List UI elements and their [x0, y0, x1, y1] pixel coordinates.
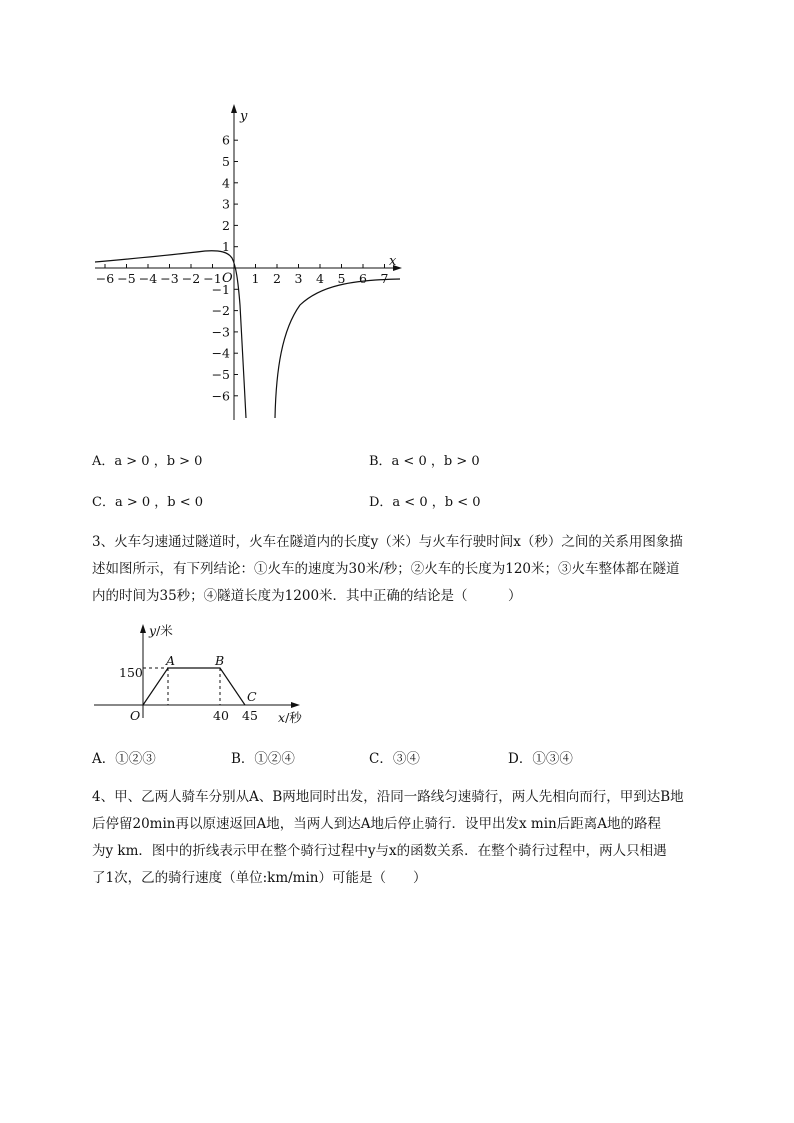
x-tick-label: −4 — [138, 271, 158, 286]
g2-tick-40: 40 — [213, 708, 229, 723]
y-tick-label: 1 — [222, 239, 230, 255]
curve-right-branch — [275, 279, 400, 418]
q3-line-3: 内的时间为35秒；④隧道长度为1200米．其中正确的结论是（ ） — [92, 588, 522, 604]
train-tunnel-graph — [90, 618, 350, 730]
q2-option-c[interactable]: C．a > 0 ，b < 0 — [92, 495, 204, 510]
q4-line-1: 4、甲、乙两人骑车分别从A、B两地同时出发，沿同一路线匀速骑行，两人先相向而行，甲到达B地 — [92, 789, 684, 805]
x-tick-label: −2 — [181, 271, 201, 286]
q3-option-d[interactable]: D．①③④ — [508, 751, 573, 767]
x-tick-label: 4 — [316, 271, 324, 286]
y-tick-label: 4 — [222, 175, 230, 191]
q3-option-a[interactable]: A．①②③ — [92, 751, 156, 767]
y-tick-label: 6 — [222, 132, 230, 148]
q4-line-2: 后停留20min再以原速返回A地，当两人到达A地后停止骑行．设甲出发x min后距离A地的路程 — [92, 816, 661, 832]
question-3 — [92, 529, 782, 610]
g2-y-label: y/米 — [149, 623, 173, 638]
origin-label: O — [222, 271, 233, 286]
q3-line-2: 述如图所示，有下列结论：①火车的速度为30米/秒；②火车的长度为120米；③火车整体都在隧道 — [92, 561, 680, 577]
x-tick-label: 1 — [251, 271, 260, 286]
y-tick-label: −6 — [211, 388, 230, 404]
y-tick-label: −5 — [211, 367, 230, 382]
g2-point-a: A — [166, 653, 176, 668]
x-tick-label: 5 — [337, 271, 346, 286]
x-tick-label: −1 — [203, 271, 222, 286]
q2-option-a[interactable]: A．a > 0 ，b > 0 — [92, 454, 203, 469]
x-tick-label: 6 — [359, 271, 367, 286]
x-tick-label: 3 — [294, 271, 303, 286]
y-tick-label: 2 — [222, 217, 230, 233]
g2-trapezoid — [143, 668, 245, 705]
q2-option-d[interactable]: D．a < 0 ，b < 0 — [369, 495, 481, 510]
g2-x-arrow — [291, 702, 300, 708]
q2-option-b[interactable]: B．a < 0 ，b > 0 — [369, 454, 480, 469]
x-tick-label: 7 — [380, 271, 389, 286]
y-tick-label: 5 — [222, 154, 230, 169]
y-tick-label: −1 — [211, 281, 230, 297]
q3-line-1: 3、火车匀速通过隧道时，火车在隧道内的长度y（米）与火车行驶时间x（秒）之间的关系用图象描 — [92, 534, 683, 550]
function-graph — [0, 0, 794, 430]
g2-y-arrow — [140, 624, 146, 633]
g2-value-150: 150 — [119, 665, 143, 680]
q3-option-c[interactable]: C．③④ — [369, 751, 420, 767]
g2-tick-45: 45 — [242, 708, 258, 723]
y-axis-arrow — [231, 104, 237, 113]
x-tick-label: −3 — [160, 271, 179, 286]
x-axis-label: x — [389, 254, 397, 269]
y-tick-label: −2 — [211, 303, 230, 319]
y-tick-label: 3 — [222, 196, 230, 212]
q4-line-4: 了1次，乙的骑行速度（单位:km/min）可能是（ ） — [92, 870, 427, 886]
g2-point-c: C — [247, 689, 257, 704]
question-4 — [92, 784, 782, 892]
g2-origin: O — [130, 708, 141, 723]
y-tick-label: −3 — [211, 324, 230, 340]
q3-option-b[interactable]: B．①②④ — [231, 751, 295, 767]
g2-x-label: x/秒 — [278, 710, 302, 725]
q4-line-3: 为y km．图中的折线表示甲在整个骑行过程中y与x的函数关系．在整个骑行过程中，两人只相遇 — [92, 843, 667, 859]
x-tick-label: −5 — [117, 271, 136, 286]
y-tick-label: −4 — [211, 345, 230, 361]
x-tick-label: 2 — [273, 271, 281, 286]
g2-point-b: B — [215, 653, 225, 668]
x-tick-label: −6 — [95, 271, 115, 286]
y-axis-label: y — [240, 109, 248, 124]
